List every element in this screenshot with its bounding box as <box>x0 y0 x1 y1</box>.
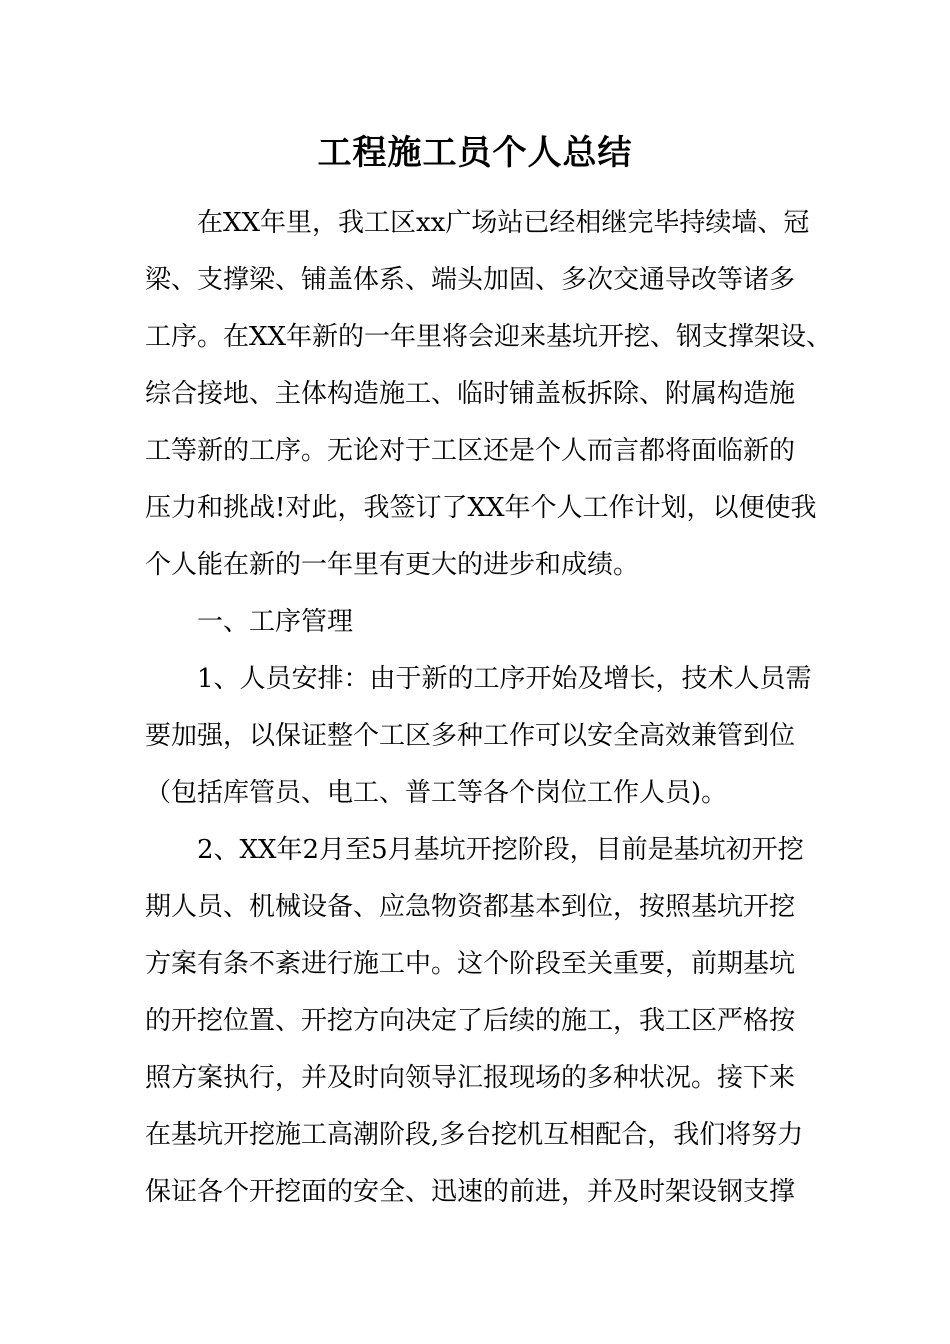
document-body <box>145 195 833 1221</box>
text-line: 的开挖位置、开挖方向决定了后续的施工，我工区严格按 <box>145 1006 796 1036</box>
text-line: 综合接地、主体构造施工、临时铺盖板拆除、附属构造施 <box>145 379 796 409</box>
text-line: 保证各个开挖面的安全、迅速的前进，并及时架设钢支撑 <box>145 1177 796 1207</box>
text-line: 在XX年里，我工区xx广场站已经相继完毕持续墙、冠 <box>197 208 810 238</box>
document-title: 工程施工员个人总结 <box>317 133 633 173</box>
text-line: 方案有条不紊进行施工中。这个阶段至关重要，前期基坑 <box>145 949 796 979</box>
section-heading: 一、工序管理 <box>197 607 354 637</box>
text-line: 梁、支撑梁、铺盖体系、端头加固、多次交通导改等诸多 <box>145 265 796 295</box>
text-line: 期人员、机械设备、应急物资都基本到位，按照基坑开挖 <box>145 892 796 922</box>
text-line: 工等新的工序。无论对于工区还是个人而言都将面临新的 <box>145 436 796 466</box>
text-line: 2、XX年2月至5月基坑开挖阶段，目前是基坑初开挖 <box>197 835 804 865</box>
text-line: 压力和挑战!对此，我签订了XX年个人工作计划，以便使我 <box>145 493 817 523</box>
text-line: 要加强，以保证整个工区多种工作可以安全高效兼管到位 <box>145 721 796 751</box>
text-line: （包括库管员、电工、普工等各个岗位工作人员)。 <box>145 778 728 808</box>
text-line: 在基坑开挖施工高潮阶段,多台挖机互相配合，我们将努力 <box>145 1120 804 1150</box>
text-line: 工序。在XX年新的一年里将会迎来基坑开挖、钢支撑架设、 <box>145 322 833 352</box>
text-line: 个人能在新的一年里有更大的进步和成绩。 <box>145 550 640 580</box>
text-line: 1、人员安排：由于新的工序开始及增长，技术人员需 <box>197 664 812 694</box>
text-line: 照方案执行，并及时向领导汇报现场的多种状况。接下来 <box>145 1063 796 1093</box>
